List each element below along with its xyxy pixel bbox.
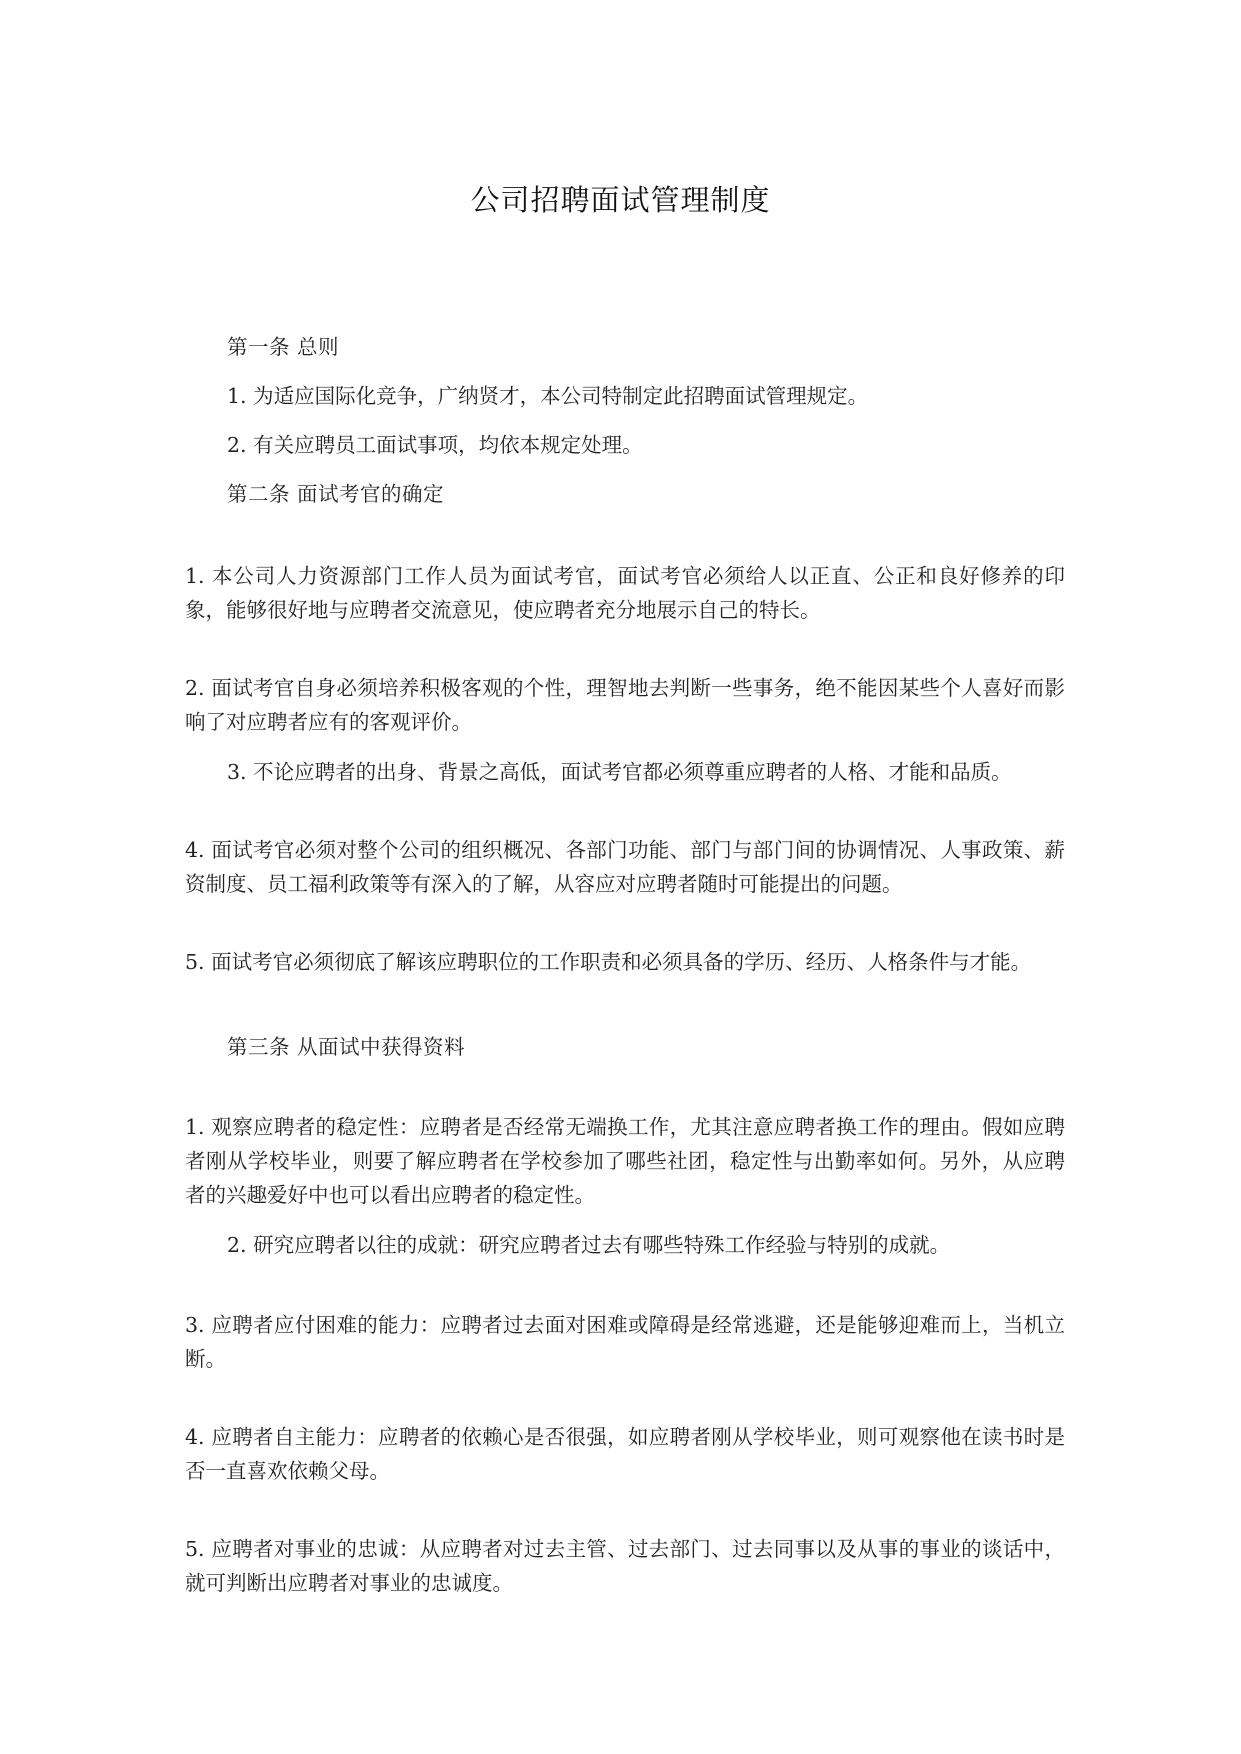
article-2-item-1: 1. 本公司人力资源部门工作人员为面试考官，面试考官必须给人以正直、公正和良好修养的印象，能够很好地与应聘者交流意见，使应聘者充分地展示自己的特长。 [185, 564, 1065, 622]
article-3-item-3: 3. 应聘者应付困难的能力：应聘者过去面对困难或障碍是经常逃避，还是能够迎难而上，当机立断。 [185, 1313, 1065, 1371]
article-2-item-2: 2. 面试考官自身必须培养积极客观的个性，理智地去判断一些事务，绝不能因某些个人喜好而影响了对应聘者应有的客观评价。 [185, 676, 1065, 734]
article-2-heading: 第二条 面试考官的确定 [227, 482, 445, 506]
article-1-item-1: 1. 为适应国际化竞争，广纳贤才，本公司特制定此招聘面试管理规定。 [227, 384, 869, 408]
article-1-heading: 第一条 总则 [227, 335, 340, 359]
article-3-heading: 第三条 从面试中获得资料 [227, 1035, 466, 1059]
article-2-item-4: 4. 面试考官必须对整个公司的组织概况、各部门功能、部门与部门间的协调情况、人事政策、薪资制度、员工福利政策等有深入的了解，从容应对应聘者随时可能提出的问题。 [185, 838, 1065, 896]
article-1-item-2: 2. 有关应聘员工面试事项，均依本规定处理。 [227, 433, 643, 457]
article-2-item-3: 3. 不论应聘者的出身、背景之高低，面试考官都必须尊重应聘者的人格、才能和品质。 [227, 760, 1012, 784]
article-3-item-2: 2. 研究应聘者以往的成就：研究应聘者过去有哪些特殊工作经验与特别的成就。 [227, 1233, 951, 1257]
document-title: 公司招聘面试管理制度 [470, 183, 771, 217]
article-3-item-4: 4. 应聘者自主能力：应聘者的依赖心是否很强，如应聘者刚从学校毕业，则可观察他在读书时是否一直喜欢依赖父母。 [185, 1425, 1065, 1483]
article-2-item-5: 5. 面试考官必须彻底了解该应聘职位的工作职责和必须具备的学历、经历、人格条件与才能。 [185, 950, 1032, 974]
article-3-item-1: 1. 观察应聘者的稳定性：应聘者是否经常无端换工作，尤其注意应聘者换工作的理由。假如应聘者刚从学校毕业，则要了解应聘者在学校参加了哪些社团，稳定性与出勤率如何。另外，从应聘者的兴趣爱好中也可以看出应聘者的稳定性。 [185, 1115, 1065, 1207]
article-3-item-5: 5. 应聘者对事业的忠诚：从应聘者对过去主管、过去部门、过去同事以及从事的事业的谈话中，就可判断出应聘者对事业的忠诚度。 [185, 1537, 1065, 1595]
